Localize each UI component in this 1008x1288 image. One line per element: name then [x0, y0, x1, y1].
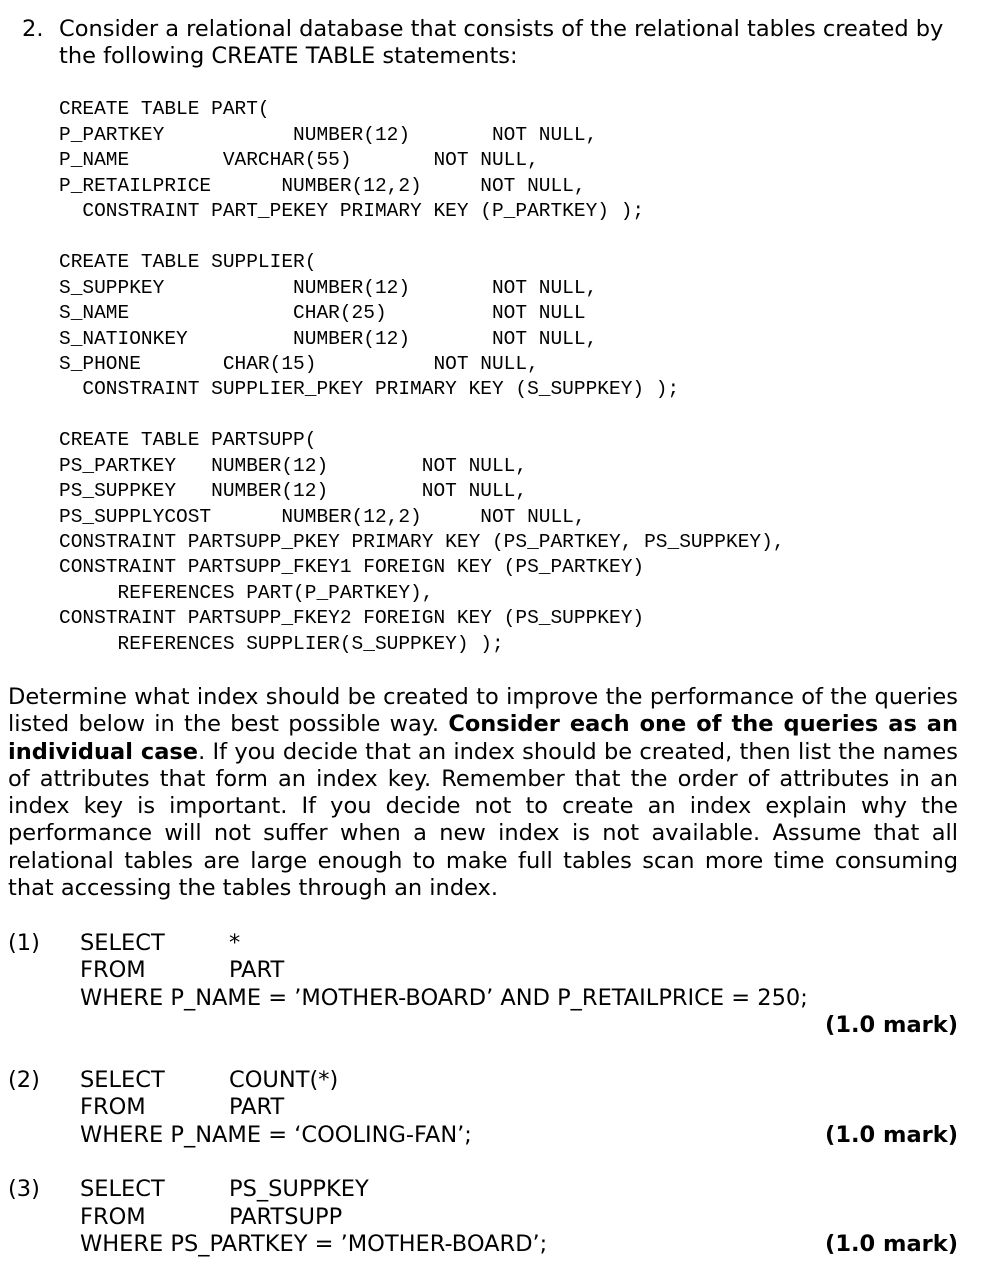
question-intro-line1: Consider a relational database that consists of the relational tables created by: [59, 16, 944, 42]
sql-line: CONSTRAINT SUPPLIER_PKEY PRIMARY KEY (S_SUPPKEY) );: [59, 378, 680, 400]
sql-line: CONSTRAINT PARTSUPP_FKEY1 FOREIGN KEY (PS_PARTKEY): [59, 556, 645, 578]
instructions-text: . If you decide that an index should be created, then list the names of attributes that form an index key. Remember that the order of attributes in an index key is important. If you decide not to create an index explain why the performance will not suffer when a new index is not available. Assume that all relational tables are large enough to make full tables scan more time consuming that accessing the tables through an index.: [8, 738, 958, 902]
from-keyword: FROM: [80, 1094, 146, 1120]
query-mark: (1.0 mark): [825, 1231, 958, 1257]
where-clause: WHERE P_NAME = ‘COOLING-FAN’;: [80, 1122, 472, 1148]
sql-line: S_PHONE CHAR(15) NOT NULL,: [59, 353, 539, 375]
from-keyword: FROM: [80, 957, 146, 983]
query-label: (3): [8, 1176, 40, 1202]
instructions-paragraph: [8, 684, 958, 902]
where-clause: WHERE P_NAME = ’MOTHER-BOARD’ AND P_RETAILPRICE = 250;: [80, 985, 808, 1011]
instructions-emphasis: Consider each one of the queries as an individual case: [8, 711, 958, 765]
query-mark: (1.0 mark): [825, 1012, 958, 1038]
sql-line: S_SUPPKEY NUMBER(12) NOT NULL,: [59, 277, 598, 299]
from-keyword: FROM: [80, 1204, 146, 1230]
sql-line: CREATE TABLE SUPPLIER(: [59, 251, 317, 273]
query-label: (1): [8, 930, 40, 956]
sql-line: CREATE TABLE PARTSUPP(: [59, 429, 317, 451]
from-value: PART: [229, 957, 285, 983]
select-keyword: SELECT: [80, 1176, 165, 1202]
where-clause: WHERE PS_PARTKEY = ’MOTHER-BOARD’;: [80, 1231, 548, 1257]
query-label: (2): [8, 1067, 40, 1093]
sql-line: CREATE TABLE PART(: [59, 98, 270, 120]
sql-line: PS_SUPPLYCOST NUMBER(12,2) NOT NULL,: [59, 506, 586, 528]
sql-line: S_NAME CHAR(25) NOT NULL: [59, 302, 586, 324]
sql-line: P_NAME VARCHAR(55) NOT NULL,: [59, 149, 539, 171]
select-keyword: SELECT: [80, 930, 165, 956]
sql-line: S_NATIONKEY NUMBER(12) NOT NULL,: [59, 328, 598, 350]
sql-line: REFERENCES PART(P_PARTKEY),: [59, 582, 434, 604]
select-value: COUNT(*): [229, 1067, 339, 1093]
from-value: PART: [229, 1094, 285, 1120]
sql-line: CONSTRAINT PARTSUPP_PKEY PRIMARY KEY (PS_PARTKEY, PS_SUPPKEY),: [59, 531, 785, 553]
sql-line: CONSTRAINT PART_PEKEY PRIMARY KEY (P_PARTKEY) );: [59, 200, 645, 222]
sql-line: PS_PARTKEY NUMBER(12) NOT NULL,: [59, 455, 528, 477]
sql-line: REFERENCES SUPPLIER(S_SUPPKEY) );: [59, 633, 504, 655]
sql-line: P_PARTKEY NUMBER(12) NOT NULL,: [59, 124, 598, 146]
sql-line: CONSTRAINT PARTSUPP_FKEY2 FOREIGN KEY (PS_SUPPKEY): [59, 607, 645, 629]
from-value: PARTSUPP: [229, 1204, 343, 1230]
instructions-text: Determine what index should be created to improve the performance of the queries listed below in the best possible way.: [8, 684, 958, 738]
select-value: PS_SUPPKEY: [229, 1176, 369, 1202]
query-mark: (1.0 mark): [825, 1122, 958, 1148]
select-keyword: SELECT: [80, 1067, 165, 1093]
question-intro-line2: the following CREATE TABLE statements:: [59, 43, 518, 69]
question-number: 2.: [22, 16, 44, 42]
sql-line: PS_SUPPKEY NUMBER(12) NOT NULL,: [59, 480, 528, 502]
select-value: *: [229, 930, 241, 956]
sql-line: P_RETAILPRICE NUMBER(12,2) NOT NULL,: [59, 175, 586, 197]
